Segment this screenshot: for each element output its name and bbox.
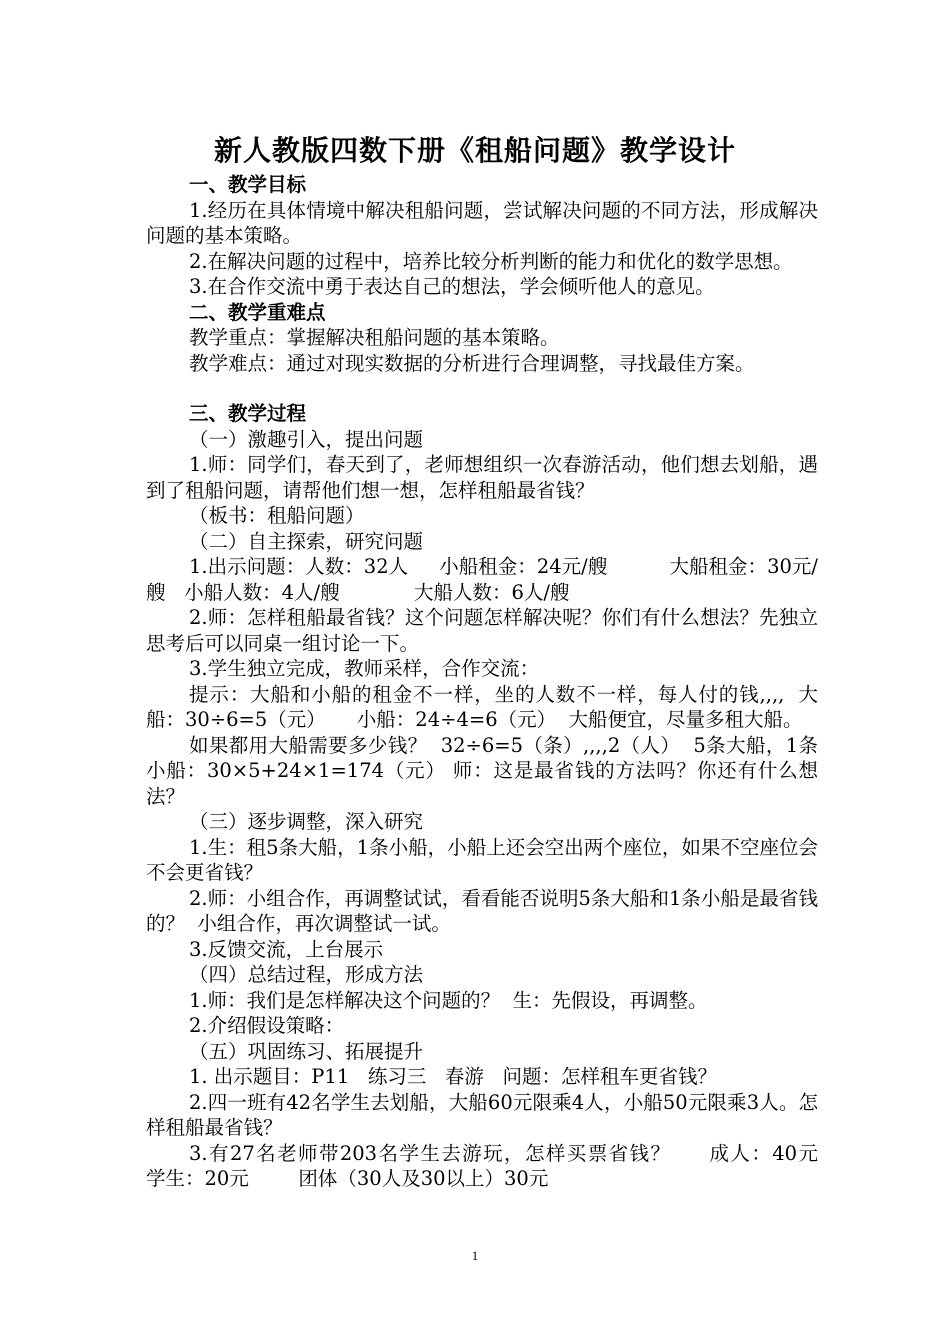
difficult-point: 教学难点：通过对现实数据的分析进行合理调整，寻找最佳方案。 [189, 351, 755, 375]
part2-item-2: 2.师：怎样租船最省钱？这个问题怎样解决呢？你们有什么想法？先独立思考后可以同桌一组讨论一下。 [146, 606, 818, 655]
goal-2: 2.在解决问题的过程中，培养比较分析判断的能力和优化的数学思想。 [189, 249, 793, 273]
part3-item-1: 1.生：租5条大船，1条小船，小船上还会空出两个座位，如果不空座位会不会更省钱？ [146, 835, 818, 884]
section-heading-goals: 一、教学目标 [189, 173, 307, 196]
goal-3: 3.在合作交流中勇于表达自己的想法，学会倾听他人的意见。 [189, 275, 715, 298]
part5-item-2: 2.四一班有42名学生去划船，大船60元限乘4人，小船50元限乘3人。怎样租船最省钱？ [146, 1090, 818, 1139]
document-body [146, 172, 887, 1192]
blank-line [146, 376, 818, 401]
part5-heading: （五）巩固练习、拓展提升 [189, 1039, 424, 1063]
part1-board: （板书：租船问题） [189, 504, 365, 527]
part2-item-3: 3.学生独立完成，教师采样，合作交流： [189, 657, 540, 680]
part2-item-1: 1.出示问题：人数：32人 小船租金：24元/艘 大船租金：30元/艘 小船人数：4人/艘 大船人数：6人/艘 [146, 555, 818, 604]
part2-calc: 如果都用大船需要多少钱？ 32÷6=5（条）,,,,2（人） 5条大船，1条小船：30×5+24×1=174（元） 师：这是最省钱的方法吗？你还有什么想法？ [146, 733, 818, 808]
page-number: 1 [471, 1248, 479, 1263]
section-heading-process: 三、教学过程 [189, 402, 307, 425]
part4-heading: （四）总结过程，形成方法 [189, 963, 424, 986]
part4-item-2: 2.介绍假设策略： [189, 1014, 345, 1037]
section-heading-key-points: 二、教学重难点 [189, 300, 326, 324]
part2-heading: （二）自主探索，研究问题 [189, 529, 424, 553]
part5-item-1: 1. 出示题目：P11 练习三 春游 问题：怎样租车更省钱？ [189, 1065, 718, 1088]
part4-item-1: 1.师：我们是怎样解决这个问题的？ 生：先假设，再调整。 [189, 988, 708, 1012]
document-title: 新人教版四数下册《租船问题》教学设计 [213, 134, 736, 167]
part3-item-2: 2.师：小组合作，再调整试试，看看能否说明5条大船和1条小船是最省钱的？ 小组合作，再次调整试一试。 [146, 886, 818, 935]
goal-1: 1.经历在具体情境中解决租船问题，尝试解决问题的不同方法，形成解决问题的基本策略。 [146, 198, 818, 247]
part3-item-3: 3.反馈交流，上台展示 [189, 937, 384, 961]
part3-heading: （三）逐步调整，深入研究 [189, 810, 424, 833]
part1-item-1: 1.师：同学们，春天到了，老师想组织一次春游活动，他们想去划船，遇到了租船问题，请帮他们想一想，怎样租船最省钱？ [146, 453, 818, 502]
key-point: 教学重点：掌握解决租船问题的基本策略。 [189, 326, 560, 349]
part1-heading: （一）激趣引入，提出问题 [189, 427, 424, 451]
part5-item-3: 3.有27名老师带203名学生去游玩，怎样买票省钱？ 成人：40元 学生：20元 团体（30人及30以上）30元 [146, 1141, 887, 1190]
part2-hint: 提示：大船和小船的租金不一样，坐的人数不一样，每人付的钱,,,, 大船：30÷6=5（元） 小船：24÷4=6（元） 大船便宜，尽量多租大船。 [146, 682, 818, 731]
